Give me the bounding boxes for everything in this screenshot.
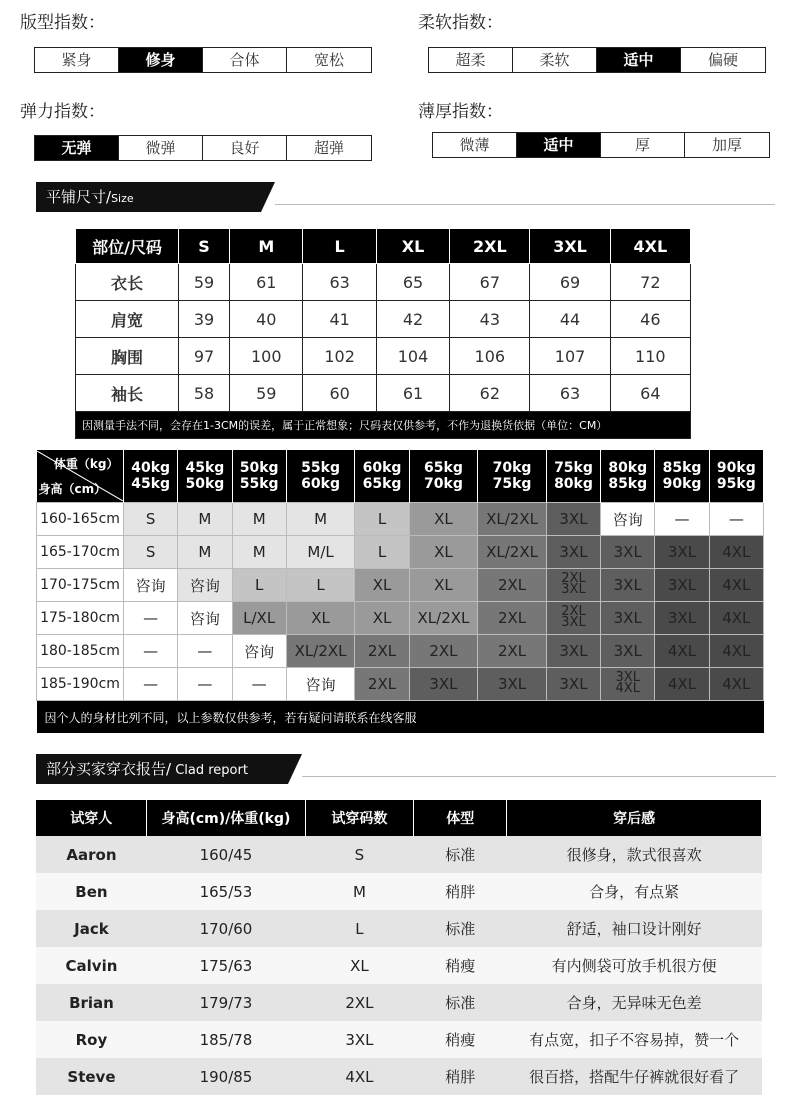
weight-high: 70kg [424, 476, 463, 492]
size-cell: 58 [179, 375, 230, 412]
recommended-size-cell [546, 602, 600, 635]
height-axis-label: 身高（cm） [38, 482, 107, 496]
recommended-size-cell: XL/2XL [478, 536, 547, 569]
report-cell: 舒适，袖口设计刚好 [507, 910, 762, 947]
size-row-label: 胸围 [76, 338, 179, 375]
report-cell: 有点宽，扣子不容易掉，赞一个 [507, 1021, 762, 1058]
recommended-size-cell: M [232, 536, 286, 569]
recommended-size-cell: 3XL [546, 536, 600, 569]
recommended-size-cell: — [178, 668, 232, 701]
recommended-size-cell: 2XL [478, 602, 547, 635]
report-cell: 稍瘦 [414, 1021, 507, 1058]
report-section-banner [36, 754, 776, 784]
recommended-size-cell: 2XL [355, 635, 409, 668]
weight-low: 75kg [554, 460, 593, 476]
size-cell: 43 [450, 301, 530, 338]
height-range-label: 175-180cm [37, 602, 124, 635]
report-header-cell: 身高(cm)/体重(kg) [147, 800, 305, 836]
report-header-cell: 穿后感 [507, 800, 762, 836]
size-row-label: 衣长 [76, 264, 179, 301]
weight-high: 80kg [554, 476, 593, 492]
size-recommendation-table [36, 450, 764, 733]
size-row-label: 肩宽 [76, 301, 179, 338]
report-row [36, 947, 762, 984]
recommendation-note: 因个人的身材比列不同，以上参数仅供参考，若有疑问请联系在线客服 [37, 701, 764, 734]
weight-high: 65kg [362, 476, 402, 492]
size-cell: 44 [530, 301, 610, 338]
banner-rule [302, 776, 776, 777]
weight-high: 45kg [131, 476, 171, 492]
recommended-size-cell: L/XL [232, 602, 286, 635]
banner-rule [275, 204, 775, 205]
size-cell: 46 [610, 301, 690, 338]
recommended-size-cell: 2XL [409, 635, 478, 668]
recommended-size-cell: 咨询 [232, 635, 286, 668]
report-cell: S [305, 836, 414, 873]
recommended-size-cell: XL [355, 569, 409, 602]
report-cell: L [305, 910, 414, 947]
size-cell: 61 [230, 264, 303, 301]
report-cell: 190/85 [147, 1058, 305, 1095]
weight-high: 85kg [608, 476, 648, 492]
stacked-size-part: 3XL [561, 582, 586, 597]
weight-range-header [124, 450, 178, 503]
weight-range-header [546, 450, 600, 503]
report-banner-title: 部分买家穿衣报告/ [46, 760, 172, 778]
recommended-size-cell: 4XL [709, 536, 763, 569]
size-cell: 62 [450, 375, 530, 412]
elasticity-option: 良好 [203, 136, 287, 160]
size-header-cell: S [179, 229, 230, 264]
size-cell: 64 [610, 375, 690, 412]
report-cell: 4XL [305, 1058, 414, 1095]
elasticity-option: 无弹 [35, 136, 119, 160]
weight-low: 90kg [716, 460, 756, 476]
thickness-option: 加厚 [711, 136, 742, 154]
recommended-size-cell: 咨询 [178, 569, 232, 602]
report-table-header [36, 800, 762, 836]
size-table [75, 228, 691, 439]
recommended-size-cell: XL [286, 602, 355, 635]
recommendation-row [37, 536, 764, 569]
report-cell: 合身，有点紧 [507, 873, 762, 910]
thickness-index-title: 薄厚指数： [418, 102, 503, 122]
size-row [76, 301, 691, 338]
recommended-size-cell: 4XL [709, 668, 763, 701]
weight-low: 40kg [131, 460, 171, 476]
size-cell: 63 [303, 264, 376, 301]
banner-slant [288, 754, 302, 784]
size-header-cell: 部位/尺码 [76, 229, 179, 264]
weight-low: 45kg [185, 460, 225, 476]
fit-index-title: 版型指数： [20, 13, 105, 33]
banner-slant [261, 182, 275, 212]
recommended-size-cell: XL [355, 602, 409, 635]
stacked-size-part: 3XL [561, 615, 586, 630]
height-range-label: 185-190cm [37, 668, 124, 701]
recommended-size-cell: — [232, 668, 286, 701]
stacked-size-label [616, 672, 640, 694]
size-cell: 67 [450, 264, 530, 301]
recommended-size-cell: — [124, 635, 178, 668]
recommended-size-cell: 2XL [355, 668, 409, 701]
recommended-size-cell: 3XL [478, 668, 547, 701]
weight-range-header [478, 450, 547, 503]
size-header-cell: 3XL [530, 229, 610, 264]
recommended-size-cell: M [178, 503, 232, 536]
stacked-size-part: 3XL [615, 670, 640, 685]
size-banner-sub: Size [111, 192, 134, 205]
height-range-label: 170-175cm [37, 569, 124, 602]
report-row [36, 873, 762, 910]
recommended-size-cell: 4XL [709, 569, 763, 602]
size-cell: 60 [303, 375, 376, 412]
height-range-label: 165-170cm [37, 536, 124, 569]
recommended-size-cell: L [286, 569, 355, 602]
weight-low: 60kg [362, 460, 402, 476]
report-cell: 稍瘦 [414, 947, 507, 984]
recommended-size-cell: 3XL [409, 668, 478, 701]
size-table-note: 因测量手法不同，会存在1-3CM的误差，属于正常想象；尺码表仅供参考，不作为退换货依据（单位：CM） [76, 412, 691, 439]
size-row-label: 袖长 [76, 375, 179, 412]
report-cell: 合身，无异味无色差 [507, 984, 762, 1021]
size-cell: 69 [530, 264, 610, 301]
softness-index-selector [428, 47, 766, 73]
recommended-size-cell: — [124, 668, 178, 701]
weight-high: 60kg [301, 476, 340, 492]
size-header-cell: XL [376, 229, 449, 264]
report-cell: 179/73 [147, 984, 305, 1021]
recommended-size-cell [601, 668, 655, 701]
size-cell: 59 [230, 375, 303, 412]
recommended-size-cell: 咨询 [286, 668, 355, 701]
recommended-size-cell: XL/2XL [286, 635, 355, 668]
fit-option: 修身 [119, 48, 203, 72]
stacked-size-label [561, 606, 585, 628]
size-header-cell: 4XL [610, 229, 690, 264]
thickness-option: 厚 [601, 133, 685, 157]
size-cell: 40 [230, 301, 303, 338]
size-row [76, 264, 691, 301]
report-cell: 165/53 [147, 873, 305, 910]
weight-range-header [709, 450, 763, 503]
size-cell: 110 [610, 338, 690, 375]
recommended-size-cell: M [286, 503, 355, 536]
recommended-size-cell: L [232, 569, 286, 602]
elasticity-index-title: 弹力指数： [20, 102, 105, 122]
softness-option: 适中 [597, 48, 681, 72]
report-cell: 170/60 [147, 910, 305, 947]
tester-name: Calvin [36, 947, 147, 984]
tester-name: Aaron [36, 836, 147, 873]
stacked-size-label [561, 573, 585, 595]
size-cell: 59 [179, 264, 230, 301]
recommended-size-cell: XL [409, 503, 478, 536]
recommended-size-cell: S [124, 503, 178, 536]
report-row [36, 1058, 762, 1095]
weight-range-header [178, 450, 232, 503]
recommended-size-cell: 4XL [655, 635, 709, 668]
size-table-header [76, 229, 691, 264]
report-header-cell: 体型 [414, 800, 507, 836]
recommended-size-cell: M [232, 503, 286, 536]
report-header-cell: 试穿码数 [305, 800, 414, 836]
report-cell: M [305, 873, 414, 910]
recommended-size-cell: 3XL [546, 503, 600, 536]
fit-option: 紧身 [35, 48, 119, 72]
report-row [36, 836, 762, 873]
recommended-size-cell: 3XL [655, 602, 709, 635]
stacked-size-part: 2XL [561, 571, 586, 586]
report-cell: 稍胖 [414, 1058, 507, 1095]
report-banner-sub: Clad report [171, 763, 248, 778]
recommended-size-cell: M [178, 536, 232, 569]
fit-index-selector [34, 47, 372, 73]
size-cell: 100 [230, 338, 303, 375]
recommended-size-cell: 2XL [478, 635, 547, 668]
recommendation-row [37, 569, 764, 602]
fit-option: 合体 [203, 48, 287, 72]
weight-range-header [409, 450, 478, 503]
recommended-size-cell: 4XL [655, 668, 709, 701]
size-header-cell: 2XL [450, 229, 530, 264]
size-cell: 97 [179, 338, 230, 375]
size-cell: 107 [530, 338, 610, 375]
softness-option: 偏硬 [707, 51, 738, 69]
recommended-size-cell: 3XL [546, 635, 600, 668]
recommended-size-cell: 3XL [546, 668, 600, 701]
softness-index-title: 柔软指数： [418, 13, 503, 33]
recommended-size-cell: — [709, 503, 763, 536]
recommended-size-cell: 咨询 [124, 569, 178, 602]
recommended-size-cell: 3XL [655, 536, 709, 569]
size-cell: 61 [376, 375, 449, 412]
recommended-size-cell: — [655, 503, 709, 536]
report-cell: 2XL [305, 984, 414, 1021]
recommended-size-cell: S [124, 536, 178, 569]
size-row [76, 338, 691, 375]
report-cell: 3XL [305, 1021, 414, 1058]
fit-report-table [36, 800, 762, 1095]
report-cell: 175/63 [147, 947, 305, 984]
weight-range-header [601, 450, 655, 503]
recommended-size-cell: 2XL [478, 569, 547, 602]
recommended-size-cell: — [178, 635, 232, 668]
weight-low: 65kg [424, 460, 463, 476]
size-cell: 39 [179, 301, 230, 338]
weight-range-header [286, 450, 355, 503]
report-cell: 185/78 [147, 1021, 305, 1058]
recommended-size-cell: 3XL [601, 635, 655, 668]
size-cell: 65 [376, 264, 449, 301]
size-cell: 41 [303, 301, 376, 338]
recommended-size-cell: XL/2XL [409, 602, 478, 635]
weight-low: 70kg [492, 460, 532, 476]
softness-option: 柔软 [513, 48, 597, 72]
weight-high: 50kg [185, 476, 225, 492]
report-cell: 稍胖 [414, 873, 507, 910]
report-cell: 标准 [414, 984, 507, 1021]
weight-range-header [355, 450, 409, 503]
fit-option: 宽松 [313, 51, 344, 69]
weight-axis-label: 体重（kg） [53, 457, 119, 471]
recommended-size-cell: 3XL [601, 536, 655, 569]
weight-low: 50kg [239, 460, 279, 476]
tester-name: Brian [36, 984, 147, 1021]
recommended-size-cell: XL/2XL [478, 503, 547, 536]
recommended-size-cell: 3XL [601, 602, 655, 635]
tester-name: Steve [36, 1058, 147, 1095]
recommended-size-cell: 3XL [601, 569, 655, 602]
recommended-size-cell [546, 569, 600, 602]
softness-option: 超柔 [429, 48, 513, 72]
report-row [36, 910, 762, 947]
weight-high: 75kg [492, 476, 532, 492]
recommended-size-cell: 4XL [709, 602, 763, 635]
size-banner-title: 平铺尺寸/ [46, 188, 112, 206]
weight-low: 55kg [301, 460, 340, 476]
weight-range-header [655, 450, 709, 503]
report-cell: 很修身，款式很喜欢 [507, 836, 762, 873]
tester-name: Ben [36, 873, 147, 910]
thickness-option: 微薄 [433, 133, 517, 157]
report-cell: 标准 [414, 910, 507, 947]
recommended-size-cell: 3XL [655, 569, 709, 602]
size-cell: 63 [530, 375, 610, 412]
size-cell: 106 [450, 338, 530, 375]
recommended-size-cell: M/L [286, 536, 355, 569]
size-cell: 42 [376, 301, 449, 338]
recommended-size-cell: XL [409, 569, 478, 602]
elasticity-option: 微弹 [119, 136, 203, 160]
weight-low: 80kg [608, 460, 648, 476]
thickness-index-selector [432, 132, 770, 158]
weight-high: 90kg [662, 476, 702, 492]
recommended-size-cell: 4XL [709, 635, 763, 668]
recommended-size-cell: 咨询 [601, 503, 655, 536]
recommended-size-cell: 咨询 [178, 602, 232, 635]
stacked-size-part: 4XL [615, 681, 640, 696]
report-row [36, 984, 762, 1021]
recommended-size-cell: L [355, 536, 409, 569]
weight-low: 85kg [662, 460, 702, 476]
elasticity-option: 超弹 [313, 139, 344, 157]
recommended-size-cell: L [355, 503, 409, 536]
report-cell: 很百搭，搭配牛仔裤就很好看了 [507, 1058, 762, 1095]
recommended-size-cell: XL [409, 536, 478, 569]
recommendation-row [37, 635, 764, 668]
recommendation-row [37, 503, 764, 536]
weight-range-header [232, 450, 286, 503]
report-header-cell: 试穿人 [36, 800, 147, 836]
report-cell: 有内侧袋可放手机很方便 [507, 947, 762, 984]
height-range-label: 180-185cm [37, 635, 124, 668]
size-cell: 72 [610, 264, 690, 301]
size-cell: 104 [376, 338, 449, 375]
report-cell: XL [305, 947, 414, 984]
weight-high: 95kg [716, 476, 756, 492]
recommendation-row [37, 602, 764, 635]
tester-name: Roy [36, 1021, 147, 1058]
weight-high: 55kg [239, 476, 279, 492]
recommended-size-cell: — [124, 602, 178, 635]
height-range-label: 160-165cm [37, 503, 124, 536]
report-cell: 160/45 [147, 836, 305, 873]
report-row [36, 1021, 762, 1058]
size-row [76, 375, 691, 412]
size-header-cell: M [230, 229, 303, 264]
stacked-size-part: 2XL [561, 604, 586, 619]
size-section-banner [36, 182, 776, 212]
recommendation-row [37, 668, 764, 701]
elasticity-index-selector [34, 135, 372, 161]
size-header-cell: L [303, 229, 376, 264]
size-cell: 102 [303, 338, 376, 375]
report-cell: 标准 [414, 836, 507, 873]
corner-header [37, 450, 124, 503]
tester-name: Jack [36, 910, 147, 947]
thickness-option: 适中 [517, 133, 601, 157]
